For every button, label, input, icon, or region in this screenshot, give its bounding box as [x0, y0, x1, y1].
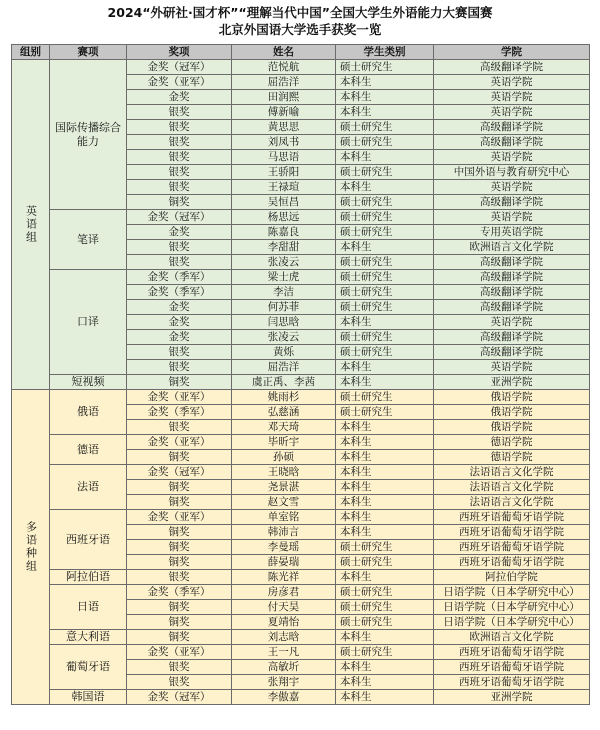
student-type-cell: 硕士研究生: [336, 345, 434, 360]
header-group: 组别: [12, 45, 50, 60]
student-type-cell: 本科生: [336, 660, 434, 675]
header-event: 赛项: [50, 45, 127, 60]
school-cell: 西班牙语葡萄牙语学院: [434, 645, 590, 660]
header-name: 姓名: [232, 45, 336, 60]
award-cell: 铜奖: [127, 480, 232, 495]
award-cell: 银奖: [127, 420, 232, 435]
name-cell: 田润熙: [232, 90, 336, 105]
group-cell: 多语种组: [12, 390, 50, 705]
school-cell: 日语学院（日本学研究中心）: [434, 600, 590, 615]
table-row: [12, 375, 590, 390]
award-cell: 金奖（亚军）: [127, 75, 232, 90]
award-cell: 银奖: [127, 135, 232, 150]
award-cell: 金奖: [127, 90, 232, 105]
student-type-cell: 硕士研究生: [336, 330, 434, 345]
school-cell: 英语学院: [434, 150, 590, 165]
name-cell: 张凌云: [232, 255, 336, 270]
award-cell: 铜奖: [127, 600, 232, 615]
page-title: 2024“外研社·国才杯”“理解当代中国”全国大学生外语能力大赛国赛: [107, 5, 493, 20]
name-cell: 王骄阳: [232, 165, 336, 180]
student-type-cell: 本科生: [336, 180, 434, 195]
award-cell: 银奖: [127, 360, 232, 375]
event-cell: 日语: [50, 585, 127, 630]
student-type-cell: 本科生: [336, 240, 434, 255]
school-cell: 高级翻译学院: [434, 300, 590, 315]
award-cell: 金奖: [127, 315, 232, 330]
school-cell: 中国外语与教育研究中心: [434, 165, 590, 180]
table-header-row: [12, 45, 590, 60]
name-cell: 毕昕宇: [232, 435, 336, 450]
student-type-cell: 本科生: [336, 375, 434, 390]
award-cell: 银奖: [127, 120, 232, 135]
group-cell: 英语组: [12, 60, 50, 390]
award-cell: 金奖（冠军）: [127, 465, 232, 480]
school-cell: 英语学院: [434, 90, 590, 105]
school-cell: 西班牙语葡萄牙语学院: [434, 675, 590, 690]
award-cell: 银奖: [127, 240, 232, 255]
name-cell: 范悦航: [232, 60, 336, 75]
name-cell: 梁士虎: [232, 270, 336, 285]
award-table: [11, 44, 590, 705]
name-cell: 李曼瑶: [232, 540, 336, 555]
school-cell: 欧洲语言文化学院: [434, 630, 590, 645]
name-cell: 张翔宇: [232, 675, 336, 690]
school-cell: 高级翻译学院: [434, 330, 590, 345]
table-row: [12, 210, 590, 225]
name-cell: 刘志晗: [232, 630, 336, 645]
school-cell: 俄语学院: [434, 390, 590, 405]
name-cell: 孙硕: [232, 450, 336, 465]
award-cell: 铜奖: [127, 615, 232, 630]
student-type-cell: 硕士研究生: [336, 645, 434, 660]
student-type-cell: 本科生: [336, 495, 434, 510]
name-cell: 单室铭: [232, 510, 336, 525]
award-cell: 银奖: [127, 105, 232, 120]
name-cell: 何苏菲: [232, 300, 336, 315]
table-row: [12, 585, 590, 600]
student-type-cell: 硕士研究生: [336, 540, 434, 555]
student-type-cell: 硕士研究生: [336, 555, 434, 570]
name-cell: 姚雨杉: [232, 390, 336, 405]
student-type-cell: 本科生: [336, 105, 434, 120]
school-cell: 法语语言文化学院: [434, 465, 590, 480]
table-row: [12, 690, 590, 705]
award-cell: 金奖: [127, 330, 232, 345]
school-cell: 高级翻译学院: [434, 255, 590, 270]
event-cell: 西班牙语: [50, 510, 127, 570]
student-type-cell: 硕士研究生: [336, 60, 434, 75]
school-cell: 西班牙语葡萄牙语学院: [434, 555, 590, 570]
student-type-cell: 硕士研究生: [336, 120, 434, 135]
student-type-cell: 本科生: [336, 525, 434, 540]
school-cell: 高级翻译学院: [434, 285, 590, 300]
student-type-cell: 本科生: [336, 360, 434, 375]
name-cell: 屈浩洋: [232, 75, 336, 90]
header-student-type: 学生类别: [336, 45, 434, 60]
school-cell: 亚洲学院: [434, 690, 590, 705]
school-cell: 高级翻译学院: [434, 135, 590, 150]
event-cell: 韩国语: [50, 690, 127, 705]
table-row: [12, 510, 590, 525]
event-cell: 德语: [50, 435, 127, 465]
award-cell: 金奖（季军）: [127, 270, 232, 285]
student-type-cell: 硕士研究生: [336, 225, 434, 240]
name-cell: 付天昊: [232, 600, 336, 615]
award-cell: 金奖（冠军）: [127, 210, 232, 225]
award-cell: 铜奖: [127, 195, 232, 210]
award-cell: 铜奖: [127, 450, 232, 465]
name-cell: 高敏圻: [232, 660, 336, 675]
school-cell: 日语学院（日本学研究中心）: [434, 615, 590, 630]
name-cell: 邓天琦: [232, 420, 336, 435]
table-row: [12, 465, 590, 480]
name-cell: 赵文雪: [232, 495, 336, 510]
award-cell: 金奖: [127, 300, 232, 315]
name-cell: 弘慈涵: [232, 405, 336, 420]
award-cell: 金奖: [127, 225, 232, 240]
name-cell: 陈光祥: [232, 570, 336, 585]
name-cell: 黄烁: [232, 345, 336, 360]
name-cell: 马思语: [232, 150, 336, 165]
school-cell: 英语学院: [434, 75, 590, 90]
school-cell: 高级翻译学院: [434, 60, 590, 75]
name-cell: 闫思晗: [232, 315, 336, 330]
award-cell: 金奖（亚军）: [127, 645, 232, 660]
name-cell: 陈嘉良: [232, 225, 336, 240]
table-row: [12, 60, 590, 75]
student-type-cell: 硕士研究生: [336, 165, 434, 180]
name-cell: 李洁: [232, 285, 336, 300]
name-cell: 吴恒昌: [232, 195, 336, 210]
student-type-cell: 硕士研究生: [336, 210, 434, 225]
name-cell: 房彦君: [232, 585, 336, 600]
award-cell: 金奖（亚军）: [127, 510, 232, 525]
school-cell: 德语学院: [434, 450, 590, 465]
school-cell: 亚洲学院: [434, 375, 590, 390]
table-body: [12, 60, 590, 705]
school-cell: 阿拉伯学院: [434, 570, 590, 585]
award-cell: 金奖（季军）: [127, 585, 232, 600]
school-cell: 专用英语学院: [434, 225, 590, 240]
student-type-cell: 硕士研究生: [336, 135, 434, 150]
school-cell: 西班牙语葡萄牙语学院: [434, 525, 590, 540]
table-row: [12, 570, 590, 585]
header-award: 奖项: [127, 45, 232, 60]
award-cell: 银奖: [127, 180, 232, 195]
award-cell: 金奖（冠军）: [127, 690, 232, 705]
header-school: 学院: [434, 45, 590, 60]
event-cell: 笔译: [50, 210, 127, 270]
page-subtitle: 北京外国语大学选手获奖一览: [218, 22, 382, 37]
student-type-cell: 本科生: [336, 420, 434, 435]
student-type-cell: 硕士研究生: [336, 300, 434, 315]
student-type-cell: 硕士研究生: [336, 585, 434, 600]
school-cell: 高级翻译学院: [434, 195, 590, 210]
award-cell: 铜奖: [127, 495, 232, 510]
award-cell: 银奖: [127, 675, 232, 690]
name-cell: 黄思思: [232, 120, 336, 135]
award-cell: 金奖（亚军）: [127, 435, 232, 450]
name-cell: 王一凡: [232, 645, 336, 660]
school-cell: 德语学院: [434, 435, 590, 450]
school-cell: 欧洲语言文化学院: [434, 240, 590, 255]
award-cell: 金奖（冠军）: [127, 60, 232, 75]
award-cell: 银奖: [127, 660, 232, 675]
table-row: [12, 435, 590, 450]
event-cell: 口译: [50, 270, 127, 375]
award-cell: 银奖: [127, 165, 232, 180]
school-cell: 西班牙语葡萄牙语学院: [434, 660, 590, 675]
award-cell: 银奖: [127, 345, 232, 360]
table-row: [12, 630, 590, 645]
award-cell: 银奖: [127, 150, 232, 165]
award-cell: 铜奖: [127, 555, 232, 570]
student-type-cell: 硕士研究生: [336, 615, 434, 630]
school-cell: 法语语言文化学院: [434, 480, 590, 495]
school-cell: 英语学院: [434, 210, 590, 225]
award-cell: 铜奖: [127, 525, 232, 540]
school-cell: 英语学院: [434, 105, 590, 120]
school-cell: 日语学院（日本学研究中心）: [434, 585, 590, 600]
name-cell: 屈浩洋: [232, 360, 336, 375]
award-cell: 银奖: [127, 255, 232, 270]
name-cell: 虞正禹、李茜: [232, 375, 336, 390]
name-cell: 夏靖怡: [232, 615, 336, 630]
school-cell: 法语语言文化学院: [434, 495, 590, 510]
table-row: [12, 270, 590, 285]
school-cell: 英语学院: [434, 360, 590, 375]
name-cell: 傅新喻: [232, 105, 336, 120]
student-type-cell: 硕士研究生: [336, 285, 434, 300]
name-cell: 张凌云: [232, 330, 336, 345]
name-cell: 王晓晗: [232, 465, 336, 480]
school-cell: 俄语学院: [434, 420, 590, 435]
table-row: [12, 645, 590, 660]
student-type-cell: 本科生: [336, 690, 434, 705]
event-cell: 国际传播综合能力: [50, 60, 127, 210]
student-type-cell: 硕士研究生: [336, 270, 434, 285]
student-type-cell: 硕士研究生: [336, 390, 434, 405]
student-type-cell: 硕士研究生: [336, 600, 434, 615]
name-cell: 刘凤书: [232, 135, 336, 150]
school-cell: 英语学院: [434, 180, 590, 195]
name-cell: 韩沛言: [232, 525, 336, 540]
student-type-cell: 本科生: [336, 450, 434, 465]
name-cell: 尧景湛: [232, 480, 336, 495]
student-type-cell: 本科生: [336, 570, 434, 585]
student-type-cell: 本科生: [336, 150, 434, 165]
student-type-cell: 本科生: [336, 315, 434, 330]
school-cell: 高级翻译学院: [434, 270, 590, 285]
student-type-cell: 本科生: [336, 435, 434, 450]
student-type-cell: 本科生: [336, 465, 434, 480]
name-cell: 薛晏瑞: [232, 555, 336, 570]
student-type-cell: 硕士研究生: [336, 405, 434, 420]
school-cell: 英语学院: [434, 315, 590, 330]
table-row: [12, 390, 590, 405]
award-cell: 铜奖: [127, 540, 232, 555]
name-cell: 王禄瑄: [232, 180, 336, 195]
award-cell: 银奖: [127, 570, 232, 585]
student-type-cell: 硕士研究生: [336, 255, 434, 270]
student-type-cell: 本科生: [336, 480, 434, 495]
student-type-cell: 本科生: [336, 90, 434, 105]
award-cell: 铜奖: [127, 630, 232, 645]
name-cell: 杨思远: [232, 210, 336, 225]
event-cell: 意大利语: [50, 630, 127, 645]
school-cell: 西班牙语葡萄牙语学院: [434, 510, 590, 525]
student-type-cell: 硕士研究生: [336, 195, 434, 210]
student-type-cell: 本科生: [336, 75, 434, 90]
award-cell: 金奖（亚军）: [127, 390, 232, 405]
event-cell: 阿拉伯语: [50, 570, 127, 585]
event-cell: 葡萄牙语: [50, 645, 127, 690]
award-cell: 金奖（季军）: [127, 285, 232, 300]
student-type-cell: 本科生: [336, 510, 434, 525]
event-cell: 法语: [50, 465, 127, 510]
student-type-cell: 本科生: [336, 630, 434, 645]
award-cell: 金奖（季军）: [127, 405, 232, 420]
school-cell: 高级翻译学院: [434, 120, 590, 135]
event-cell: 俄语: [50, 390, 127, 435]
school-cell: 西班牙语葡萄牙语学院: [434, 540, 590, 555]
student-type-cell: 本科生: [336, 675, 434, 690]
award-cell: 铜奖: [127, 375, 232, 390]
school-cell: 高级翻译学院: [434, 345, 590, 360]
name-cell: 李甜甜: [232, 240, 336, 255]
name-cell: 李傲嘉: [232, 690, 336, 705]
event-cell: 短视频: [50, 375, 127, 390]
school-cell: 俄语学院: [434, 405, 590, 420]
